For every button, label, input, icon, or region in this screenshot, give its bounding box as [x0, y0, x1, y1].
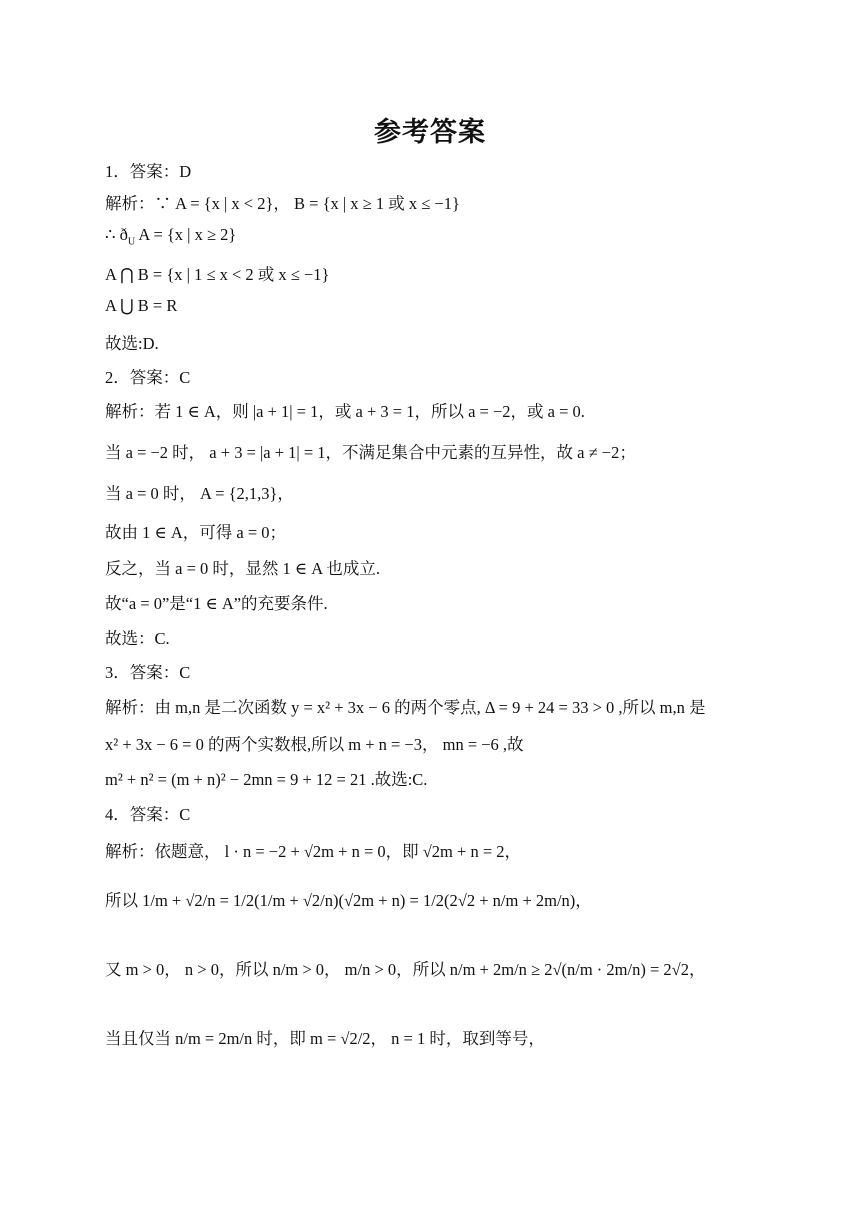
answer-2-deduction: 故由 1 ∈ A，可得 a = 0；: [105, 523, 287, 542]
answer-1-union: A ⋃ B = R: [105, 296, 178, 315]
answer-2-label: 2．答案：C: [105, 368, 191, 387]
answer-4-label: 4．答案：C: [105, 805, 191, 824]
complement-symbol: ∴ ð: [105, 225, 128, 244]
page-title: 参考答案: [374, 117, 486, 148]
answer-1-analysis: 解析：∵ A = {x | x < 2}， B = {x | x ≥ 1 或 x ≤ −1}: [105, 194, 460, 213]
answer-3-analysis-3: m² + n² = (m + n)² − 2mn = 9 + 12 = 21 .故选:C.: [105, 770, 428, 789]
answer-3-analysis-1: 解析：由 m,n 是二次函数 y = x² + 3x − 6 的两个零点, Δ = 9 + 24 = 33 > 0 ,所以 m,n 是: [105, 698, 706, 717]
answer-4-analysis-4: 当且仅当 n/m = 2m/n 时，即 m = √2/2， n = 1 时，取到等号，: [105, 1029, 545, 1048]
answer-1-choice: 故选:D.: [105, 334, 159, 353]
complement-set: A = {x | x ≥ 2}: [138, 225, 237, 244]
answer-4-analysis-3: 又 m > 0， n > 0，所以 n/m > 0， m/n > 0，所以 n/m + 2m/n ≥ 2√(n/m · 2m/n) = 2√2，: [105, 960, 706, 979]
answer-2-converse: 反之，当 a = 0 时，显然 1 ∈ A 也成立.: [105, 559, 380, 578]
answer-1-complement: [105, 225, 236, 247]
answer-2-case-2: 当 a = 0 时， A = {2,1,3}，: [105, 484, 294, 503]
answer-1-intersection: A ⋂ B = {x | 1 ≤ x < 2 或 x ≤ −1}: [105, 265, 330, 284]
answer-3-analysis-2: x² + 3x − 6 = 0 的两个实数根,所以 m + n = −3， mn = −6 ,故: [105, 735, 524, 754]
answer-2-case-1: 当 a = −2 时， a + 3 = |a + 1| = 1，不满足集合中元素的互异性，故 a ≠ −2；: [105, 443, 636, 462]
complement-subscript: U: [127, 236, 136, 248]
answer-2-analysis: 解析：若 1 ∈ A，则 |a + 1| = 1，或 a + 3 = 1，所以 a = −2，或 a = 0.: [105, 402, 585, 421]
answer-1-label: 1．答案：D: [105, 162, 192, 181]
answer-3-label: 3．答案：C: [105, 663, 191, 682]
answer-4-analysis-1: 解析：依题意， l · n = −2 + √2m + n = 0，即 √2m + n = 2，: [105, 842, 521, 861]
answer-4-analysis-2: 所以 1/m + √2/n = 1/2(1/m + √2/n)(√2m + n) = 1/2(2√2 + n/m + 2m/n)，: [105, 891, 592, 910]
answer-2-conclusion: 故“a = 0”是“1 ∈ A”的充要条件.: [105, 594, 328, 613]
answer-2-choice: 故选：C.: [105, 629, 170, 648]
